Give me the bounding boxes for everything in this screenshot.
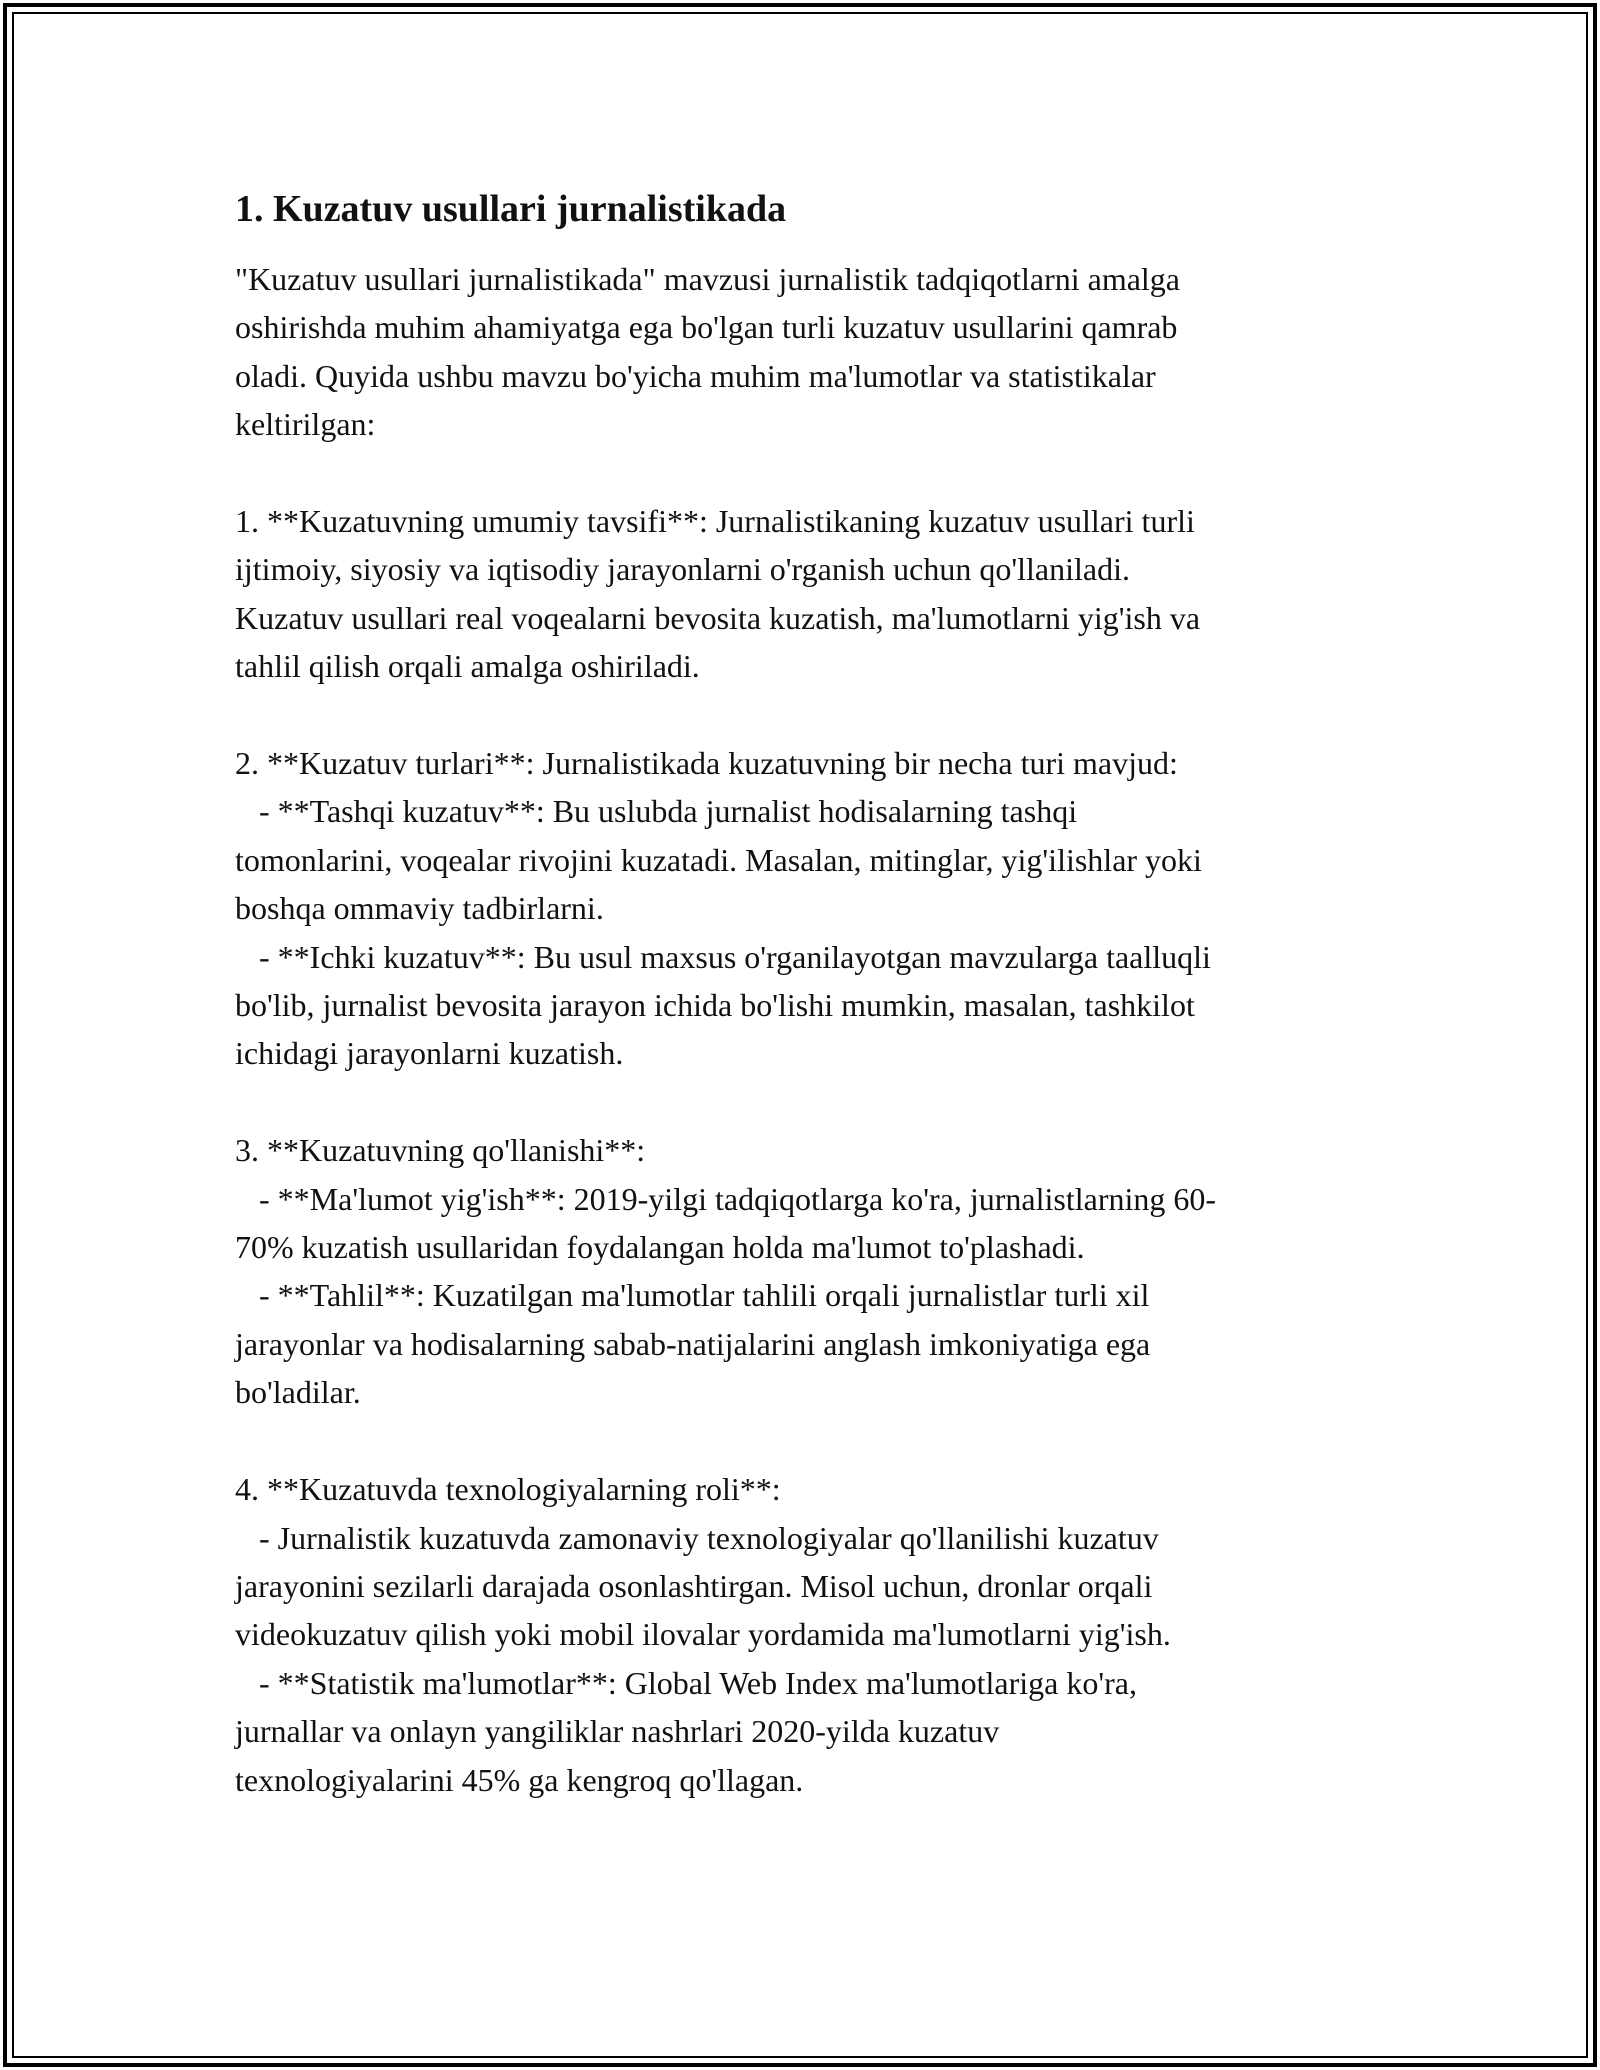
section-1-overview: 1. **Kuzatuvning umumiy tavsifi**: Jurnalistikaning kuzatuv usullari turli ijtimoiy, siyosiy va iqtisodiy jarayonlarni o'rganish uchun qo'llaniladi. Kuzatuv usullari real voqealarni bevosita kuzatish, ma'lumotlarni yig'ish va tahlil qilish orqali amalga oshiriladi. <box>235 503 1201 685</box>
document-title: 1. Kuzatuv usullari jurnalistikada <box>235 188 787 230</box>
section-2-types: 2. **Kuzatuv turlari**: Jurnalistikada kuzatuvning bir necha turi mavjud: - **Tashqi kuzatuv**: Bu uslubda jurnalist hodisalarning tashqi tomonlarini, voqealar rivojini kuzatadi. Masalan, mitinglar, yig'ilishlar yoki boshqa ommaviy tadbirlarni. - **Ichki kuzatuv**: Bu usul maxsus o'rganilayotgan mavzularga taalluqli bo'lib, jurnalist bevosita jarayon ichida bo'lishi mumkin, masalan, tashkilot ichidagi jarayonlarni kuzatish. <box>235 745 1211 1072</box>
section-4-technology: 4. **Kuzatuvda texnologiyalarning roli**: - Jurnalistik kuzatuvda zamonaviy texnologiyalar qo'llanilishi kuzatuv jarayonini sezilarli darajada osonlashtirgan. Misol uchun, dronlar orqali videokuzatuv qilish yoki mobil ilovalar yordamida ma'lumotlarni yig'ish. - **Statistik ma'lumotlar**: Global Web Index ma'lumotlariga ko'ra, jurnallar va onlayn yangiliklar nashrlari 2020-yilda kuzatuv texnologiyalarini 45% ga kengroq qo'llagan. <box>235 1471 1171 1798</box>
intro-paragraph: "Kuzatuv usullari jurnalistikada" mavzusi jurnalistik tadqiqotlarni amalga oshirishda muhim ahamiyatga ega bo'lgan turli kuzatuv usullarini qamrab oladi. Quyida ushbu mavzu bo'yicha muhim ma'lumotlar va statistikalar keltirilgan: <box>235 261 1180 443</box>
paragraph-gap <box>235 449 1375 497</box>
paragraph-gap <box>235 1078 1375 1126</box>
paragraph-gap <box>235 1417 1375 1465</box>
section-3-application: 3. **Kuzatuvning qo'llanishi**: - **Ma'lumot yig'ish**: 2019-yilgi tadqiqotlarga ko'ra, jurnalistlarning 60- 70% kuzatish usullaridan foydalangan holda ma'lumot to'plashadi. - **Tahlil**: Kuzatilgan ma'lumotlar tahlili orqali jurnalistlar turli xil jarayonlar va hodisalarning sabab-natijalarini anglash imkoniyatiga ega bo'ladilar. <box>235 1132 1217 1411</box>
document-body <box>235 185 1375 1804</box>
paragraph-gap <box>235 691 1375 739</box>
